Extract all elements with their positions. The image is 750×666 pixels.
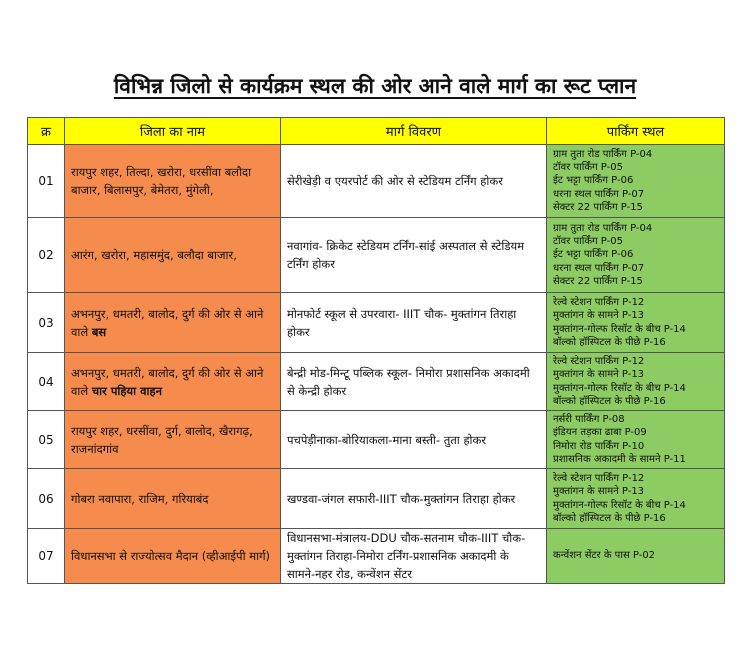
district-cell: विधानसभा से राज्योत्सव मैदान (व्हीआईपी मार्ग)	[65, 529, 281, 584]
parking-item: मुक्तांगन-गोल्फ रिसॉट के बीच P-14	[553, 323, 686, 335]
parking-item: ईट भट्टा पार्किंग P-06	[553, 175, 634, 187]
district-cell: आरंग, खरोरा, महासमुंद, बलौदा बाजार,	[65, 218, 281, 293]
table-row	[28, 293, 725, 353]
table-header-row	[28, 118, 725, 145]
parking-item: मुक्तांगन के सामने P-13	[553, 369, 645, 381]
serial-cell: 06	[28, 469, 65, 529]
parking-item: सेक्टर 22 पार्किंग P-15	[553, 275, 643, 287]
route-cell: पचपेड़ीनाका-बोरियाकला-माना बस्ती- तुता होकर	[281, 411, 547, 469]
parking-cell	[547, 353, 725, 411]
parking-cell	[547, 469, 725, 529]
serial-cell: 03	[28, 293, 65, 353]
parking-item: धरना स्थल पार्किंग P-07	[553, 262, 645, 274]
parking-cell	[547, 411, 725, 469]
parking-cell	[547, 218, 725, 293]
table-row	[28, 411, 725, 469]
route-cell: बेन्द्री मोड-मिन्टू पब्लिक स्कूल- निमोरा प्रशासनिक अकादमी से केन्द्री होकर	[281, 353, 547, 411]
parking-item: मुक्तांगन के सामने P-13	[553, 310, 645, 322]
parking-item: मुक्तांगन-गोल्फ रिसॉट के बीच P-14	[553, 499, 686, 511]
parking-item: सेक्टर 22 पार्किंग P-15	[553, 201, 643, 213]
parking-item: मुक्तांगन-गोल्फ रिसॉट के बीच P-14	[553, 382, 686, 394]
district-cell: रायपुर शहर, धरसींवा, दुर्ग, बालोद, खैरागढ़, राजनांदगांव	[65, 411, 281, 469]
parking-item: टॉवर पार्किंग P-05	[553, 162, 623, 174]
route-cell: विधानसभा-मंत्रालय-DDU चौक-सतनाम चौक-IIIT चौक-मुक्तांगन तिराहा-निमोरा टर्निंग-प्रशासनिक अकादमी के सामने-नहर रोड, कन्वेंशन सेंटर	[281, 529, 547, 584]
serial-cell: 02	[28, 218, 65, 293]
parking-item: ग्राम तुता रोड पार्किंग P-04	[553, 148, 653, 160]
route-cell: सेरीखेड़ी व एयरपोर्ट की ओर से स्टेडियम टर्निंग होकर	[281, 145, 547, 218]
parking-item: प्रशासनिक अकादमी के सामने P-11	[553, 453, 686, 465]
parking-item: इंडियन तड़का ढाबा P-09	[553, 427, 647, 439]
parking-item: रेल्वे स्टेशन पार्किंग P-12	[553, 356, 645, 368]
district-cell	[65, 293, 281, 353]
parking-item: नर्सरी पार्किंग P-08	[553, 414, 625, 426]
parking-item: ग्राम तुता रोड पार्किंग P-04	[553, 222, 653, 234]
serial-cell: 01	[28, 145, 65, 218]
parking-item: धरना स्थल पार्किंग P-07	[553, 188, 645, 200]
serial-cell: 04	[28, 353, 65, 411]
district-cell: रायपुर शहर, तिल्दा, खरोरा, धरसींवा बलौदा बाजार, बिलासपुर, बेमेतरा, मुंगेली,	[65, 145, 281, 218]
parking-item: बॉल्को हॉस्पिटल के पीछे P-16	[553, 336, 666, 348]
route-cell: मोनफोर्ट स्कूल से उपरवारा- IIIT चौक- मुक्तांगन तिराहा होकर	[281, 293, 547, 353]
district-text: अभनपुर, धमतरी, बालोद, दुर्ग की ओर से आने वाले	[71, 306, 264, 339]
route-plan-table	[27, 117, 725, 584]
parking-item: रेल्वे स्टेशन पार्किंग P-12	[553, 473, 645, 485]
table-row	[28, 469, 725, 529]
table-row	[28, 529, 725, 584]
parking-item: ईट भट्टा पार्किंग P-06	[553, 249, 634, 261]
page-title: विभिन्न जिलो से कार्यक्रम स्थल की ओर आने वाले मार्ग का रूट प्लान	[113, 73, 637, 98]
parking-item: कन्वेंशन सेंटर के पास P-02	[553, 550, 656, 562]
header-serial: क्र	[28, 118, 65, 145]
parking-item: बॉल्को हॉस्पिटल के पीछे P-16	[553, 512, 666, 524]
parking-item: निमोरा रोड पार्किंग P-10	[553, 440, 645, 452]
parking-cell	[547, 529, 725, 584]
header-district: जिला का नाम	[65, 118, 281, 145]
route-cell: नवागांव- क्रिकेट स्टेडियम टर्निंग-सांई अस्पताल से स्टेडियम टर्निंग होकर	[281, 218, 547, 293]
parking-item: टॉवर पार्किंग P-05	[553, 236, 623, 248]
header-parking: पार्किंग स्थल	[547, 118, 725, 145]
district-cell: गोबरा नवापारा, राजिम, गरियाबंद	[65, 469, 281, 529]
route-cell: खण्डवा-जंगल सफारी-IIIT चौक-मुक्तांगन तिराहा होकर	[281, 469, 547, 529]
vehicle-type: चार पहिया वाहन	[91, 383, 162, 398]
table-row	[28, 353, 725, 411]
header-route: मार्ग विवरण	[281, 118, 547, 145]
vehicle-type: बस	[91, 324, 107, 339]
serial-cell: 07	[28, 529, 65, 584]
parking-cell	[547, 293, 725, 353]
serial-cell: 05	[28, 411, 65, 469]
table-row	[28, 218, 725, 293]
parking-cell	[547, 145, 725, 218]
district-cell	[65, 353, 281, 411]
parking-item: मुक्तांगन के सामने P-13	[553, 486, 645, 498]
parking-item: रेल्वे स्टेशन पार्किंग P-12	[553, 297, 645, 309]
parking-item: बॉल्को हॉस्पिटल के पीछे P-16	[553, 395, 666, 407]
table-row	[28, 145, 725, 218]
district-text: अभनपुर, धमतरी, बालोद, दुर्ग की ओर से आने वाले	[71, 365, 264, 398]
